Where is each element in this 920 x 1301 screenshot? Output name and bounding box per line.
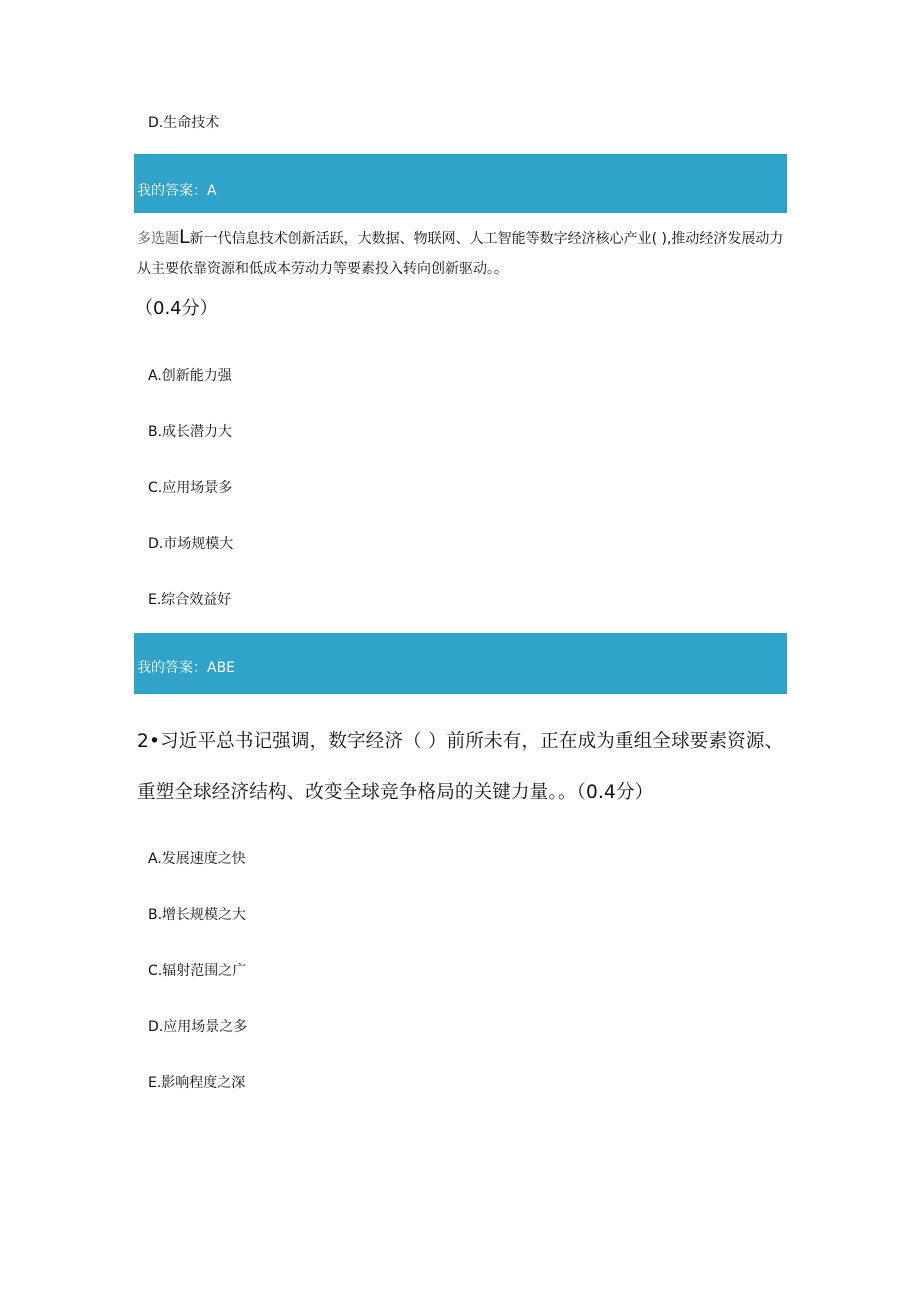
question-number: L [179, 226, 190, 248]
option-b[interactable]: B.增长规模之大 [148, 907, 247, 923]
option-d-prev[interactable]: D.生命技术 [148, 115, 220, 131]
option-d[interactable]: D.应用场景之多 [148, 1019, 248, 1035]
option-d[interactable]: D.市场规模大 [148, 536, 234, 552]
option-c[interactable]: C.辐射范围之广 [148, 963, 247, 979]
question-score: （0.4分） [135, 298, 218, 319]
my-answer-bar [134, 633, 787, 694]
option-b[interactable]: B.成长潜力大 [148, 424, 233, 440]
option-e[interactable]: E.影响程度之深 [148, 1075, 246, 1091]
question-stem: 新一代信息技术创新活跃，大数据、物联网、人工智能等数字经济核心产业( ),推动经济发展动力从主要依靠资源和低成本劳动力等要素投入转向创新驱动。。 [137, 231, 784, 277]
option-e[interactable]: E.综合效益好 [148, 592, 232, 608]
question-1 [137, 222, 789, 284]
option-c[interactable]: C.应用场景多 [148, 480, 233, 496]
question-2: 2•习近平总书记强调，数字经济（ ）前所未有，正在成为重组全球要素资源、重塑全球经济结构、改变全球竞争格局的关键力量。。（0.4分） [137, 731, 784, 803]
my-answer-bar [134, 154, 787, 213]
my-answer-label: 我的答案：ABE [137, 660, 236, 676]
option-a[interactable]: A.创新能力强 [148, 368, 232, 384]
my-answer-label: 我的答案：A [137, 183, 217, 199]
option-a[interactable]: A.发展速度之快 [148, 851, 246, 867]
question-type-label: 多选题 [137, 231, 179, 247]
